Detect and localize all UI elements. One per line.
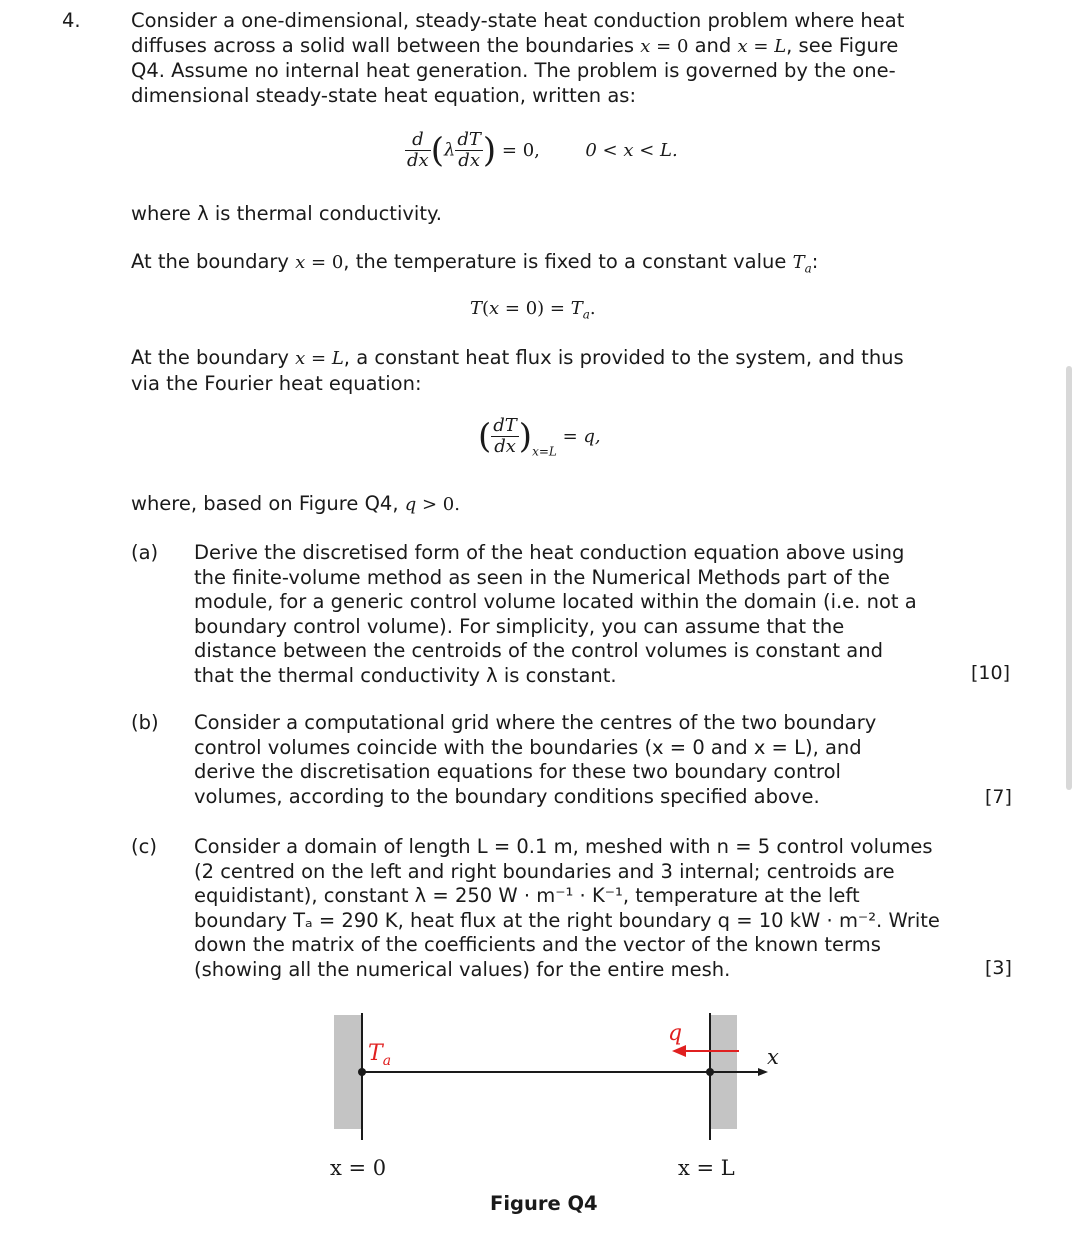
intro-line-3: Q4. Assume no internal heat generation. The problem is governed by the one-	[131, 59, 896, 82]
right-node	[706, 1068, 714, 1076]
left-node	[358, 1068, 366, 1076]
flux-arrowhead	[672, 1045, 686, 1057]
part-a-text: Derive the discretised form of the heat conduction equation above using the finite-volume method as seen in the Numerical Methods part of the module, for a generic control volume located within the domain (i.e. not a boundary control volume). For simplicity, you can assume that the distance between the centroids of the control volumes is constant and that the thermal conductivity λ is constant.	[194, 541, 917, 687]
part-b-text: Consider a computational grid where the centres of the two boundary control volumes coincide with the boundaries (x = 0 and x = L), and derive the discretisation equations for these two boundary control volumes, according to the boundary conditions specified above.	[194, 711, 877, 808]
part-c-marks: [3]	[985, 957, 1012, 979]
flux-equation: ( $\frac{dT}{dx}$ )$_{x=L} = q$,	[478, 415, 601, 459]
intro-line-4: dimensional steady-state heat equation, written as:	[131, 83, 637, 107]
part-b-label: (b)	[131, 711, 159, 734]
label-q: q	[668, 1021, 683, 1046]
part-a-marks: [10]	[971, 662, 1011, 684]
part-c-label: (c)	[131, 835, 157, 858]
left-wall	[334, 1015, 362, 1129]
figure-caption: Figure Q4	[490, 1192, 598, 1215]
label-x-eq-0: x = 0	[330, 1156, 387, 1180]
intro-line-1: Consider a one-dimensional, steady-state heat conduction problem where heat	[131, 9, 905, 32]
label-x-axis: x	[767, 1045, 779, 1069]
question-number: 4.	[62, 9, 81, 32]
part-b-marks: [7]	[985, 786, 1012, 808]
label-x-eq-L: x = L	[678, 1156, 735, 1180]
q-condition: where, based on Figure Q4, q > 0.	[131, 492, 460, 515]
part-a-label: (a)	[131, 541, 159, 564]
boundary-0-equation: $T(x = 0) = T_a$.	[470, 298, 596, 322]
intro-paragraph	[131, 9, 904, 108]
boundary-0-text: At the boundary x = 0, the temperature is fixed to a constant value $T_a$:	[131, 250, 819, 276]
heat-equation: $\frac{d}{dx}$ (λ $\frac{dT}{dx}$ ) = 0, 0 < x < L.	[407, 129, 678, 171]
label-Ta: $T_a$	[368, 1041, 392, 1069]
x-axis-arrowhead	[758, 1068, 768, 1076]
lambda-definition: where λ is thermal conductivity.	[131, 202, 442, 225]
intro-line-2: diffuses across a solid wall between the boundaries x = 0 and x = L, see Figure	[131, 33, 899, 57]
part-c-text: Consider a domain of length L = 0.1 m, meshed with n = 5 control volumes (2 centred on the left and right boundaries and 3 internal; centroids are equidistant), constant λ = 250 W · m⁻¹ · K⁻¹, temperature at the left boundary Tₐ = 290 K, heat flux at the right boundary q = 10 kW · m⁻². Write down the matrix of the coefficients and the vector of the known terms (showing all the numerical values) for the entire mesh.	[194, 835, 940, 981]
scrollbar[interactable]	[1066, 366, 1072, 790]
boundary-L-text: At the boundary x = L, a constant heat flux is provided to the system, and thus via the Fourier heat equation:	[131, 346, 904, 395]
